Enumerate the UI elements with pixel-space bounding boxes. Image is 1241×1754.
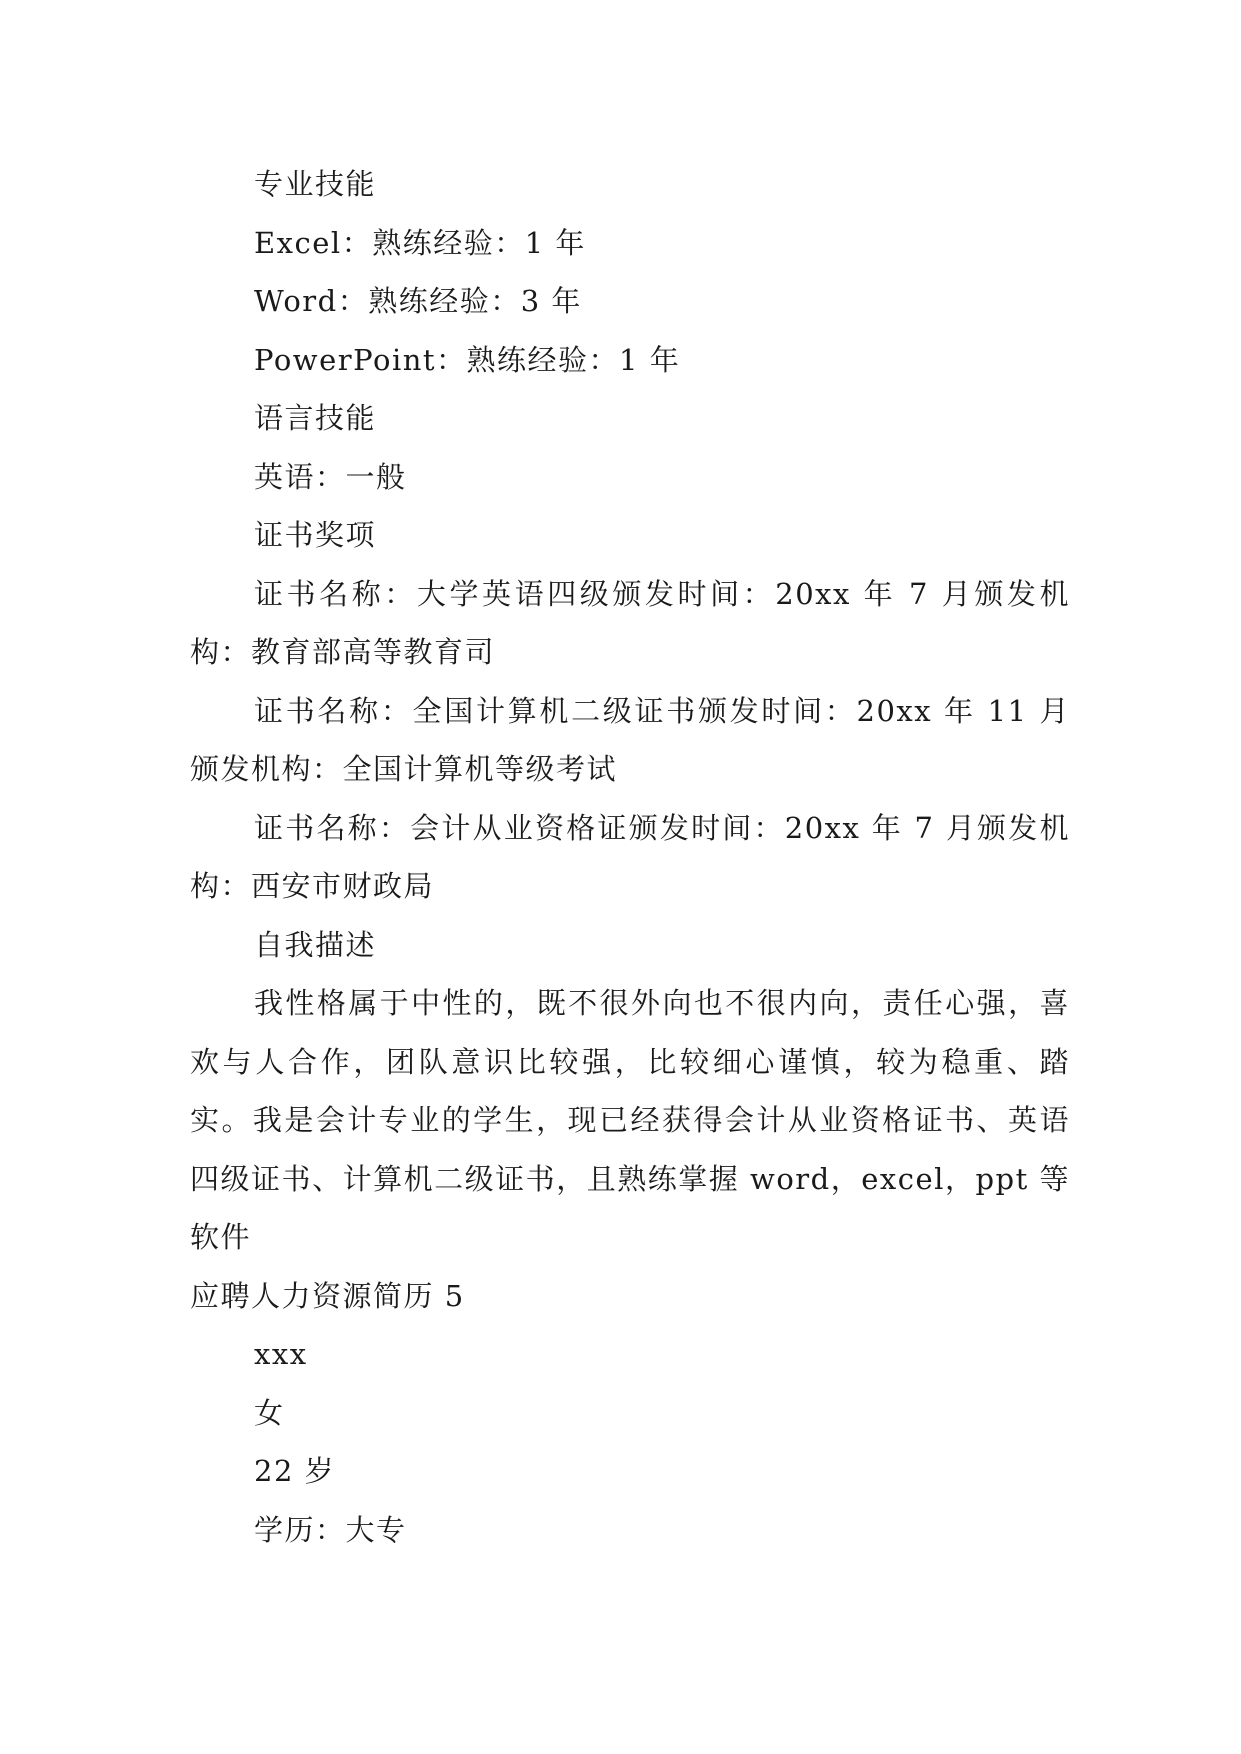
certificate-item-accounting: 证书名称：会计从业资格证颁发时间：20xx 年 7 月颁发机构：西安市财政局: [190, 810, 1070, 903]
document-content: [190, 155, 1070, 1559]
certificate-item-cet4: 证书名称：大学英语四级颁发时间：20xx 年 7 月颁发机构：教育部高等教育司: [190, 576, 1070, 669]
resume-age: 22 岁: [254, 1454, 336, 1488]
resume-education: 学历：大专: [254, 1512, 407, 1547]
resume-gender: 女: [254, 1395, 285, 1430]
section-heading-skills: 专业技能: [254, 167, 377, 201]
resume-title: 应聘人力资源简历 5: [190, 1278, 465, 1313]
section-heading-language: 语言技能: [254, 401, 377, 435]
certificate-item-computer: 证书名称：全国计算机二级证书颁发时间：20xx 年 11 月颁发机构：全国计算机等级考试: [190, 693, 1070, 786]
self-description-text: 我性格属于中性的，既不很外向也不很内向，责任心强，喜欢与人合作，团队意识比较强，比较细心谨慎，较为稳重、踏实。我是会计专业的学生，现已经获得会计从业资格证书、英语四级证书、计算机二级证书，且熟练掌握 word，excel，ppt 等软件: [190, 986, 1070, 1254]
skill-item-powerpoint: PowerPoint：熟练经验：1 年: [254, 342, 681, 377]
skill-item-word: Word：熟练经验：3 年: [254, 284, 582, 318]
resume-name: xxx: [254, 1337, 308, 1371]
skill-item-excel: Excel：熟练经验：1 年: [254, 225, 586, 260]
section-heading-self-description: 自我描述: [254, 927, 377, 962]
section-heading-certificates: 证书奖项: [254, 518, 377, 552]
language-item-english: 英语：一般: [254, 459, 407, 494]
